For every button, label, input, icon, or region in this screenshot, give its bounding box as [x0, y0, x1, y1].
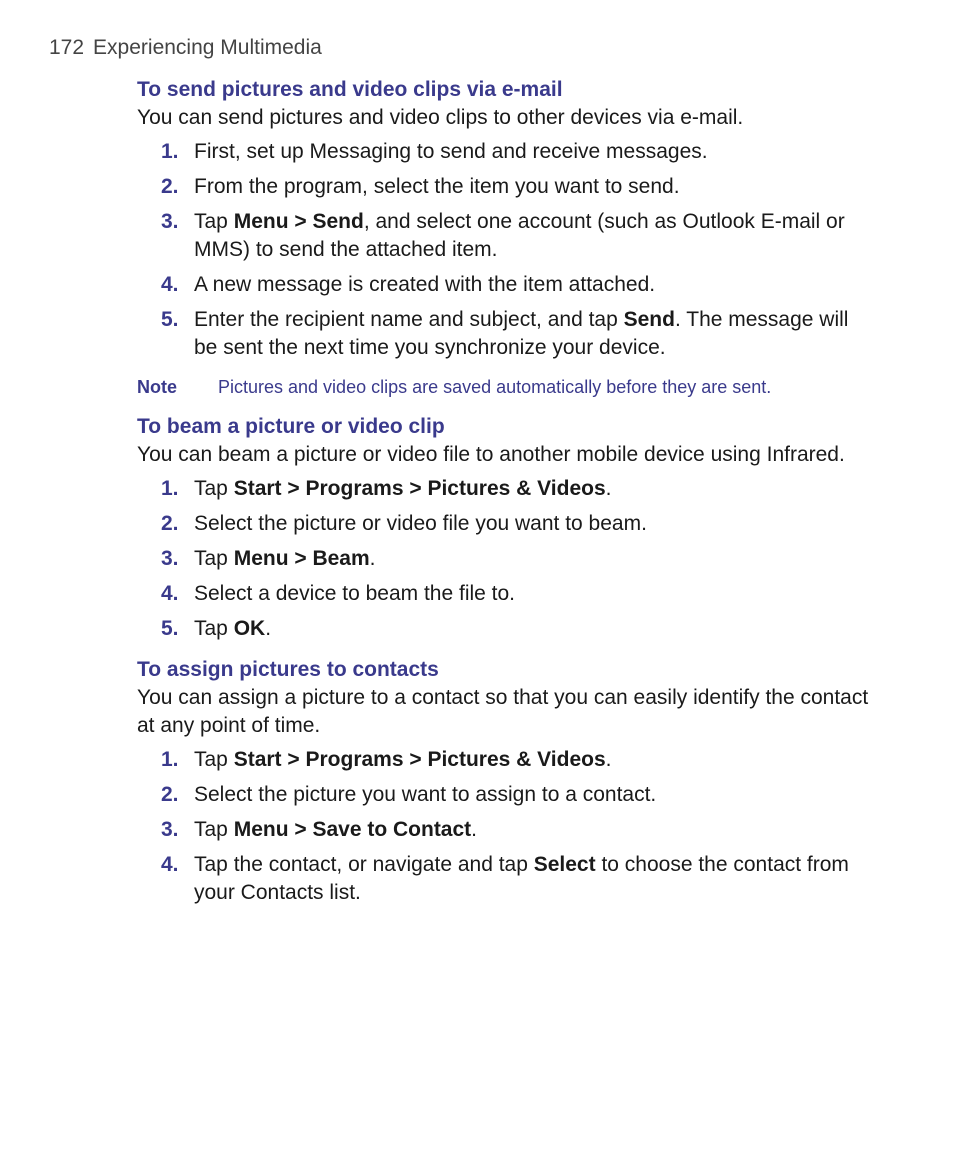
step-text: First, set up Messaging to send and receive messages. [194, 140, 708, 163]
step-text-post: . [605, 477, 612, 500]
list-item [137, 510, 877, 538]
step-text-post: . The message will be sent the next time you synchronize your device. [194, 308, 849, 359]
list-item [137, 271, 877, 299]
step-text: From the program, select the item you want to send. [194, 175, 680, 198]
step-text-pre: Tap [194, 477, 234, 500]
step-number: 2. [161, 512, 179, 535]
step-number: 1. [161, 748, 179, 771]
chapter-title: Experiencing Multimedia [93, 36, 322, 59]
list-item [137, 816, 877, 844]
step-number: 5. [161, 308, 179, 331]
step-command: Menu > Send [233, 210, 364, 233]
list-item [137, 580, 877, 608]
list-item [137, 208, 877, 264]
list-item [137, 138, 877, 166]
section-intro: You can beam a picture or video file to another mobile device using Infrared. [137, 443, 845, 466]
step-text: Select a device to beam the file to. [194, 582, 516, 605]
note-box [137, 375, 877, 399]
page-content [137, 76, 877, 920]
step-text-pre: Tap [194, 210, 234, 233]
list-item [137, 746, 877, 774]
step-command: Menu > Save to Contact [233, 818, 472, 841]
section-intro: You can send pictures and video clips to other devices via e-mail. [137, 106, 744, 129]
list-item [137, 173, 877, 201]
steps-list [137, 746, 877, 907]
step-number: 3. [161, 818, 179, 841]
step-text-post: . [265, 617, 272, 640]
step-number: 2. [161, 175, 179, 198]
section-send-email [137, 76, 877, 362]
section-heading: To assign pictures to contacts [137, 658, 439, 681]
section-heading: To send pictures and video clips via e-mail [137, 78, 563, 101]
step-command: Start > Programs > Pictures & Videos [233, 748, 606, 771]
list-item [137, 851, 877, 907]
step-command: Send [623, 308, 675, 331]
note-label: Note [137, 377, 177, 397]
steps-list [137, 475, 877, 643]
step-text-pre: Tap [194, 818, 234, 841]
step-number: 3. [161, 210, 179, 233]
step-text-post: . [369, 547, 376, 570]
page-number: 172 [49, 36, 85, 59]
list-item [137, 475, 877, 503]
step-command: Select [533, 853, 596, 876]
section-beam [137, 413, 877, 643]
step-number: 4. [161, 582, 179, 605]
step-text: Select the picture or video file you want to beam. [194, 512, 647, 535]
step-number: 4. [161, 273, 179, 296]
section-assign-contacts [137, 656, 877, 907]
step-text-post: . [605, 748, 612, 771]
step-number: 2. [161, 783, 179, 806]
step-command: OK [233, 617, 266, 640]
page-header [49, 36, 322, 60]
step-number: 3. [161, 547, 179, 570]
list-item [137, 781, 877, 809]
step-text-post: , and select one account (such as Outlook E-mail or MMS) to send the attached item. [194, 210, 845, 261]
step-command: Start > Programs > Pictures & Videos [233, 477, 606, 500]
step-text-pre: Tap the contact, or navigate and tap [194, 853, 534, 876]
step-text-post: to choose the contact from your Contacts list. [194, 853, 849, 904]
step-text: Select the picture you want to assign to a contact. [194, 783, 657, 806]
step-text-pre: Tap [194, 748, 234, 771]
list-item [137, 545, 877, 573]
step-text-post: . [471, 818, 478, 841]
list-item [137, 306, 877, 362]
step-number: 1. [161, 477, 179, 500]
step-text-pre: Enter the recipient name and subject, and tap [194, 308, 624, 331]
step-text-pre: Tap [194, 617, 234, 640]
step-command: Menu > Beam [233, 547, 370, 570]
step-text: A new message is created with the item attached. [194, 273, 656, 296]
section-intro: You can assign a picture to a contact so that you can easily identify the contact at any point of time. [137, 686, 869, 737]
list-item [137, 615, 877, 643]
step-number: 1. [161, 140, 179, 163]
step-text-pre: Tap [194, 547, 234, 570]
steps-list [137, 138, 877, 362]
note-text: Pictures and video clips are saved automatically before they are sent. [218, 377, 772, 397]
section-heading: To beam a picture or video clip [137, 415, 445, 438]
step-number: 5. [161, 617, 179, 640]
step-number: 4. [161, 853, 179, 876]
